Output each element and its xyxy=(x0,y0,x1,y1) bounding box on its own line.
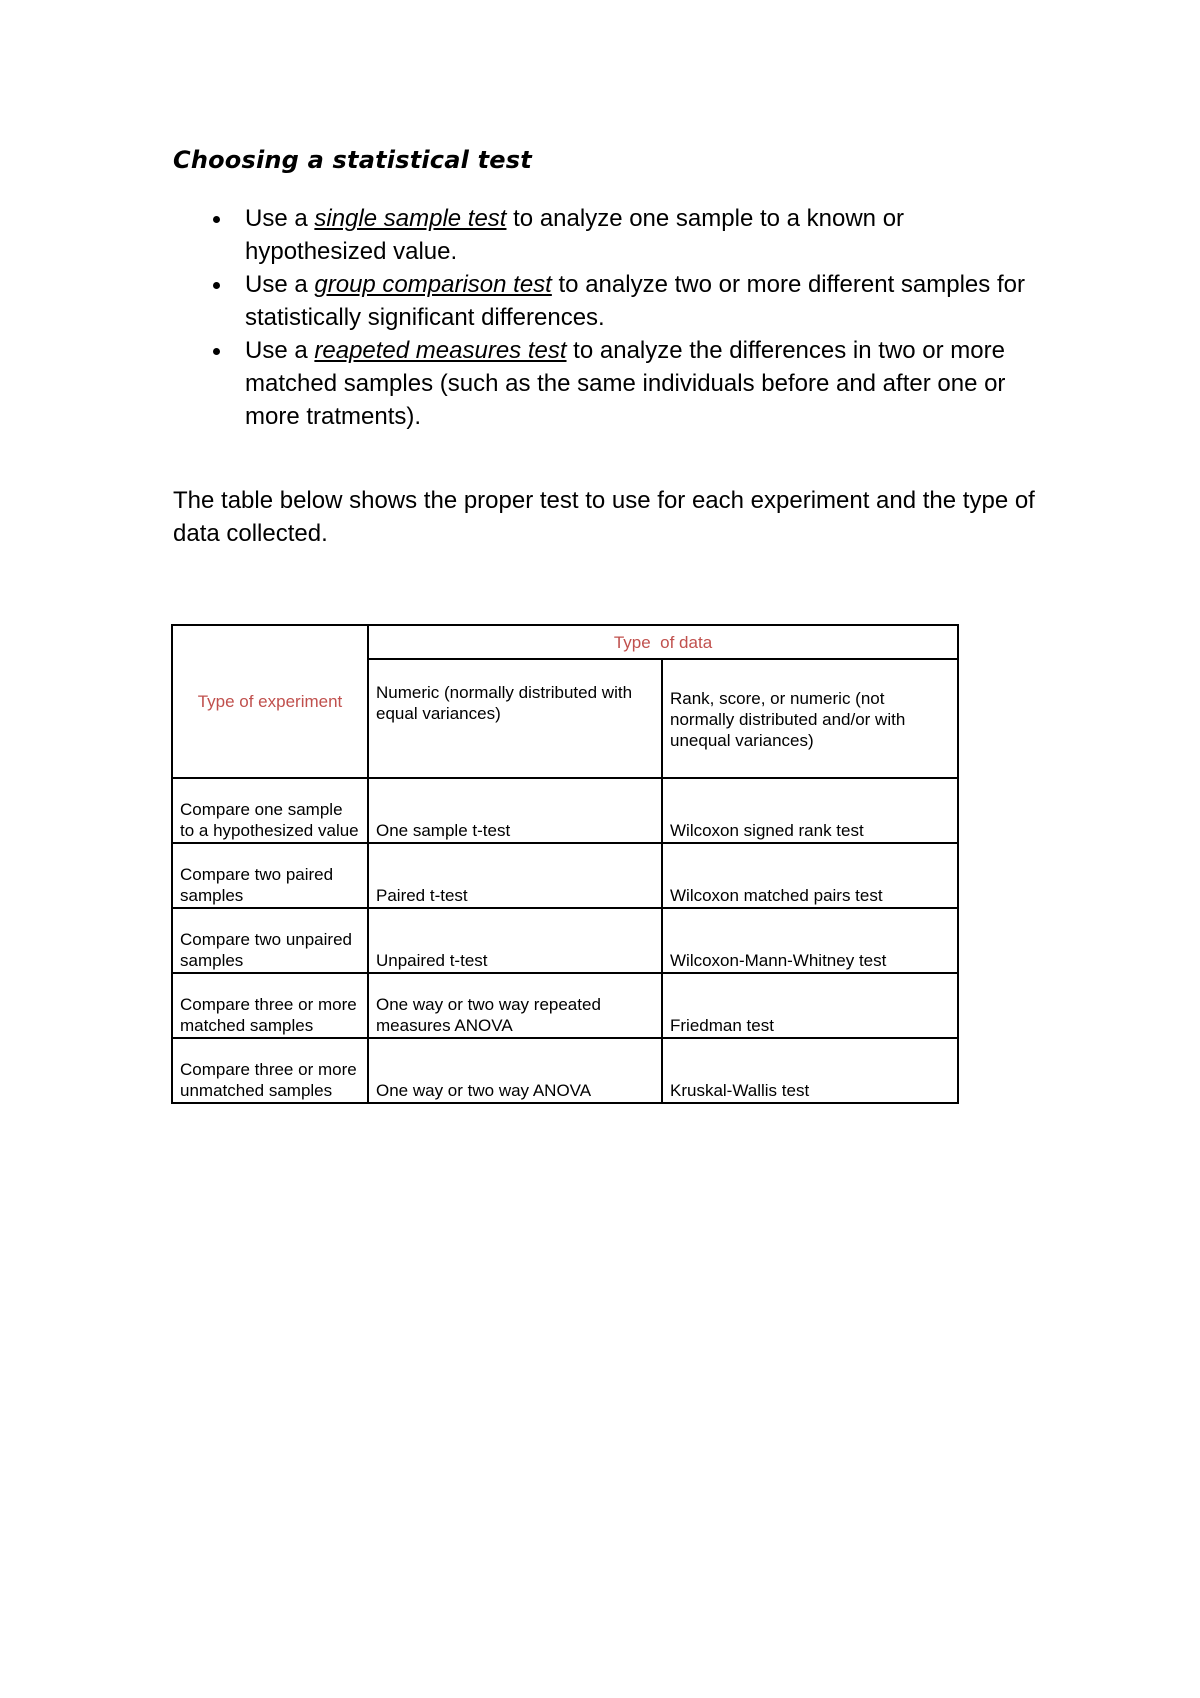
bullet-suffix: to analyze the differences in two or more matched samples (such as the same individuals before and after one or more tratments). xyxy=(245,337,1006,430)
numeric-test-cell: Unpaired t-test xyxy=(368,908,662,973)
rank-test-cell: Wilcoxon-Mann-Whitney test xyxy=(662,908,958,973)
table-row xyxy=(172,973,958,1038)
statistical-test-table xyxy=(171,624,959,1104)
bullet-prefix: Use a xyxy=(245,337,315,364)
table-row xyxy=(172,908,958,973)
list-item xyxy=(205,268,1045,334)
bullet-term-group-comparison-test: group comparison test xyxy=(314,271,552,298)
numeric-test-cell: Paired t-test xyxy=(368,843,662,908)
numeric-test-cell: One way or two way ANOVA xyxy=(368,1038,662,1103)
bullet-prefix: Use a xyxy=(245,271,315,298)
intro-paragraph: The table below shows the proper test to use for each experiment and the type of data collected. xyxy=(173,487,1035,547)
bullet-suffix: to analyze two or more different samples for statistically significant differences. xyxy=(245,271,1025,331)
experiment-cell: Compare two unpaired samples xyxy=(172,908,368,973)
experiment-cell: Compare three or more unmatched samples xyxy=(172,1038,368,1103)
list-item xyxy=(205,334,1045,433)
numeric-test-cell: One sample t-test xyxy=(368,778,662,843)
bullet-term-repeated-measures-test: reapeted measures test xyxy=(314,337,567,364)
table-row xyxy=(172,1038,958,1103)
experiment-cell: Compare two paired samples xyxy=(172,843,368,908)
bullet-icon xyxy=(213,348,220,355)
column-header-numeric: Numeric (normally distributed with equal variances) xyxy=(368,659,662,778)
experiment-type-header: Type of experiment xyxy=(172,625,368,778)
bullet-prefix: Use a xyxy=(245,205,315,232)
bullet-icon xyxy=(213,282,220,289)
rank-test-cell: Kruskal-Wallis test xyxy=(662,1038,958,1103)
rank-test-cell: Wilcoxon matched pairs test xyxy=(662,843,958,908)
bullet-icon xyxy=(213,216,220,223)
bullet-term-single-sample-test: single sample test xyxy=(314,205,507,232)
list-item xyxy=(205,202,1045,268)
data-type-header: Type of data xyxy=(368,625,958,659)
bullet-list xyxy=(205,202,1045,433)
bullet-suffix: to analyze one sample to a known or hypothesized value. xyxy=(245,205,905,265)
table-header-row xyxy=(172,625,958,659)
rank-test-cell: Wilcoxon signed rank test xyxy=(662,778,958,843)
rank-test-cell: Friedman test xyxy=(662,973,958,1038)
numeric-test-cell: One way or two way repeated measures ANOVA xyxy=(368,973,662,1038)
table-row xyxy=(172,778,958,843)
experiment-cell: Compare one sample to a hypothesized value xyxy=(172,778,368,843)
experiment-cell: Compare three or more matched samples xyxy=(172,973,368,1038)
page-title: Choosing a statistical test xyxy=(173,146,532,174)
table-row xyxy=(172,843,958,908)
column-header-rank: Rank, score, or numeric (not normally distributed and/or with unequal variances) xyxy=(662,659,958,778)
